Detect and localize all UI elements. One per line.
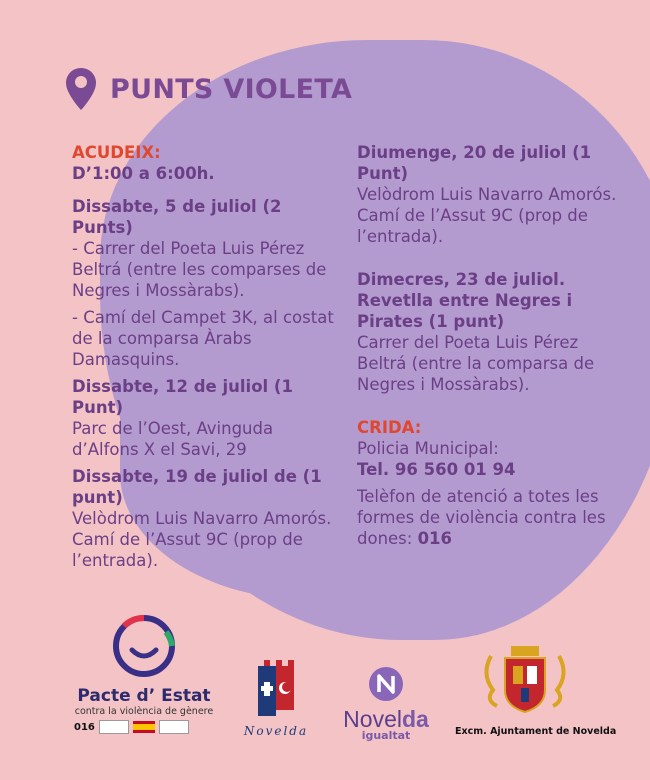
event-location: - Carrer del Poeta Luis Pérez Beltrá (entre les comparses de Negres i Mossàrabs). — [72, 239, 327, 300]
novelda-igualtat-logo: Novelda igualtat — [336, 666, 436, 742]
event-location: Carrer del Poeta Luis Pérez Beltrá (entre la comparsa de Negres i Mossàrabs). — [357, 333, 595, 394]
left-column — [72, 142, 334, 571]
acudeix-label: ACUDEIX: — [72, 143, 161, 162]
spain-flag-icon — [133, 721, 155, 733]
igualtat-n-icon — [368, 666, 404, 702]
logo-footer — [0, 600, 650, 780]
event-title: Dissabte, 12 de juliol (1 Punt) — [72, 377, 293, 417]
police-phone: Tel. 96 560 01 94 — [357, 460, 516, 479]
event-location: - Camí del Campet 3K, al costat de la comparsa Àrabs Damasquins. — [72, 308, 334, 369]
map-pin-icon — [64, 66, 98, 112]
event-title: Dissabte, 19 de juliol de (1 punt) — [72, 467, 322, 507]
event-title: Dimecres, 23 de juliol. Revetlla entre Negres i Pirates (1 punt) — [357, 270, 573, 331]
ministry-logo-icon — [99, 720, 129, 734]
gov-strip: 016 — [74, 718, 200, 736]
castle-icon — [254, 656, 298, 716]
ministry-logo-icon — [159, 720, 189, 734]
police-label: Policia Municipal: — [357, 439, 499, 458]
event-title: Diumenge, 20 de juliol (1 Punt) — [357, 143, 592, 183]
event-location: Velòdrom Luis Navarro Amorós. Camí de l’Assut 9C (prop de l’entrada). — [357, 185, 617, 246]
event-location: Velòdrom Luis Navarro Amorós. Camí de l’Assut 9C (prop de l’entrada). — [72, 509, 332, 570]
coat-of-arms-icon — [477, 644, 573, 720]
ajuntament-logo: Excm. Ajuntament de Novelda — [455, 644, 595, 737]
page-title: PUNTS VIOLETA — [110, 73, 353, 105]
novelda-town-logo: Novelda — [236, 656, 316, 738]
event-location: Parc de l’Oest, Avinguda d’Alfons X el Savi, 29 — [72, 419, 274, 459]
hours: D’1:00 a 6:00h. — [72, 164, 215, 183]
right-column — [357, 142, 625, 549]
page-header — [64, 66, 352, 112]
event-title: Dissabte, 5 de juliol (2 Punts) — [72, 197, 282, 237]
pacte-estat-emblem-icon — [96, 610, 192, 680]
helpline-text: Telèfon de atenció a totes les formes de violència contra les dones: 016 — [357, 487, 606, 548]
crida-label: CRIDA: — [357, 418, 422, 437]
helpline-number: 016 — [417, 529, 453, 548]
pacte-estat-logo: Pacte d’ Estat contra la violència de gènere — [74, 610, 214, 717]
